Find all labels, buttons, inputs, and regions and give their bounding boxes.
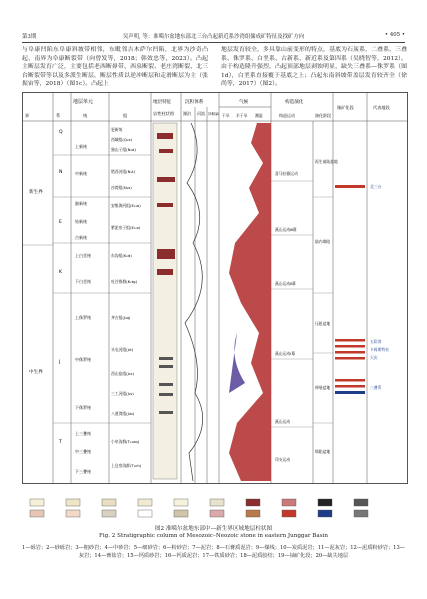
group-7: 吐谷鲁群(K₁tg) <box>111 279 138 284</box>
lithology-legend <box>26 498 404 518</box>
page-number: • 405 • <box>384 32 405 38</box>
event-yanshan-3: 燕山运动Ⅲ幕 <box>275 227 297 232</box>
stage-1: 陆内坳陷 <box>315 239 331 244</box>
system-n: N <box>59 170 63 175</box>
header-tectonic: 构造演化 <box>285 100 304 105</box>
header-stage: 演化阶段 <box>315 113 331 118</box>
series-eocene: 始新统 <box>75 219 87 224</box>
climate-arid-fill <box>229 123 271 481</box>
system-q: Q <box>59 130 63 135</box>
header-arid: 干旱 <box>222 113 230 118</box>
header-era: 界 <box>25 113 30 118</box>
figure-notes: 1—砾岩；2—砂砾岩；3—粗砂岩；4—中砂岩；5—细砂岩；6—粉砂岩；7—泥岩；8—石膏质泥岩；9—煤线；10—炭质泥岩；11—泥灰岩；12—泥质粉砂岩；13—灰岩；14—膏盐岩；15—钙质砂岩；16—钙质泥岩；17—铁质砂岩；18—泥质胶结；19—铀矿化段；20—缺失地层 <box>22 545 405 559</box>
group-0: 更新统 <box>111 127 123 132</box>
event-yanshan-1: 燕山运动Ⅰ幕 <box>275 351 296 356</box>
stage-4: 坳陷盆地 <box>315 449 331 454</box>
body-text-right: 地层发育较全，多具靠山前变形的特点，基底为石炭系，二叠系、三叠系、侏罗系、白垩系、古新系、新近系及第四系（吴晓智等，2012）。由于构造隆升强烈，凸起顶部地层剥蚀明显，缺失三叠系—侏罗系（图1d），白垩系直接覆于基底之上；凸起东南斜坡带盖层发育较齐全（徐尚等，2017）（图2）。 <box>221 47 407 88</box>
group-15: 西域组(Q₁x) <box>111 137 133 142</box>
climate-humid-fill <box>229 333 245 393</box>
header-lake: 湖泊 <box>183 111 191 116</box>
series-paleocene: 古新统 <box>75 235 87 240</box>
group-12: 八道湾组(J₁b) <box>111 411 135 416</box>
era-cenozoic: 新生界 <box>29 190 43 195</box>
group-3: 沙湾组(N₁s) <box>111 185 132 190</box>
group-10: 西山窑组(J₂x) <box>111 371 135 376</box>
place-0: 北三台 <box>370 184 382 189</box>
series-upper-tri: 上三叠统 <box>75 431 91 436</box>
header-climate: 气候 <box>239 100 249 105</box>
place-3: 天庆 <box>370 355 378 360</box>
group-6: 东沟组(K₂d) <box>111 253 132 258</box>
header-rep: 代表地段 <box>373 105 390 110</box>
header-river: 河流 <box>197 111 205 116</box>
stratigraphic-figure <box>22 92 408 484</box>
series-upper-jur: 上侏罗统 <box>75 315 91 320</box>
system-j: J <box>59 360 61 365</box>
system-t: T <box>59 440 62 445</box>
place-1: 五彩湾 <box>370 339 382 344</box>
event-yanshan-2: 燕山运动Ⅱ幕 <box>275 281 296 286</box>
header-fan: 冲积扇 <box>208 112 219 116</box>
series-lower-tri: 下三叠统 <box>75 469 91 474</box>
stage-3: 伸展盆地 <box>315 385 331 390</box>
group-11: 三工河组(J₁s) <box>111 391 134 396</box>
group-5: 紫泥泉子组(E₁₂z) <box>111 225 141 230</box>
depositional-curve <box>185 123 203 481</box>
group-13: 小泉沟群(T₂₃xq) <box>111 439 140 444</box>
body-text-left: 与阜康凹陷东阜康斜坡带相邻，东毗邻吉木萨尔凹陷，北界为沙奇凸起，南界为阜康断裂带（向曾发等，2018；韩效忠等，2023）。凸起主断层发育广泛，主要包括老西断鼻带、西泉断裂、老庄湾断裂、北三台断裂带等以及多派生断层，断层性质以逆冲断层和走滑断层为主（张振宙等，2018）（图1c）。凸起上 <box>22 47 208 88</box>
series-middle-jur: 中侏罗统 <box>75 357 91 362</box>
place-4: 三叠系 <box>370 385 382 390</box>
event-indosinian: 印支运动 <box>275 457 291 462</box>
event-himalayan: 喜马拉雅运动 <box>275 171 298 176</box>
series-oligocene: 渐新统 <box>75 201 87 206</box>
stage-2: 压扭盆地 <box>315 321 331 326</box>
system-e: E <box>59 220 62 225</box>
group-4: 安集海河组(E₂₃a) <box>111 203 141 208</box>
group-14: 上仓房沟群(T₁ch) <box>111 463 142 468</box>
header-series: 统 <box>83 113 88 118</box>
header-semi: 半干旱 <box>236 113 248 118</box>
series-lower-cret: 下白垩统 <box>75 279 91 284</box>
group-2: 塔西河组(N₁t) <box>111 169 136 174</box>
group-8: 齐古组(J₃q) <box>111 315 131 320</box>
header-depo: 沉积体系 <box>185 100 204 105</box>
series-middle-tri: 中三叠统 <box>75 449 91 454</box>
header-group: 组 <box>123 113 128 118</box>
series-lower-jur: 下侏罗统 <box>75 405 91 410</box>
page-header <box>22 32 405 42</box>
system-k: K <box>59 270 63 275</box>
event-yanshan: 燕山运动 <box>275 419 291 424</box>
figure-svg <box>23 93 407 483</box>
series-pliocene: 上新统 <box>75 144 87 149</box>
place-2: 卡姆斯特泉 <box>370 347 389 352</box>
header-lithology: 岩性柱状图 <box>153 111 174 116</box>
series-upper-cret: 上白垩统 <box>75 253 91 258</box>
header-lith-feature: 地层特征 <box>153 100 172 105</box>
header-system: 系 <box>56 113 61 118</box>
era-mesozoic: 中生界 <box>29 370 43 375</box>
journal-issue: 第3期 <box>22 34 37 40</box>
header-units: 地层单元 <box>73 99 94 105</box>
header-event: 构造运动 <box>279 113 295 118</box>
group-9: 头屯河组(J₂t) <box>111 347 134 352</box>
header-mineral: 铀矿化段 <box>337 105 354 110</box>
running-title: 吴声明, 等：准噶尔盆地东部北三台凸起新近系沙湾组储成矿特征及找矿方向 <box>122 34 305 40</box>
header-rule <box>22 42 405 43</box>
stage-0: 再生前陆盆地 <box>315 159 338 164</box>
figure-caption-cn: 图2 准噶尔盆地东部中—新生界区域地层柱状图 <box>154 526 273 532</box>
group-1: 独山子组(N₂d) <box>111 147 136 152</box>
header-humid: 潮湿 <box>255 113 263 118</box>
figure-caption-en: Fig. 2 Stratigraphic column of Mesozoic–Neozoic stone in eastern Junggar Basin <box>98 533 328 539</box>
series-miocene: 中新统 <box>75 171 87 176</box>
